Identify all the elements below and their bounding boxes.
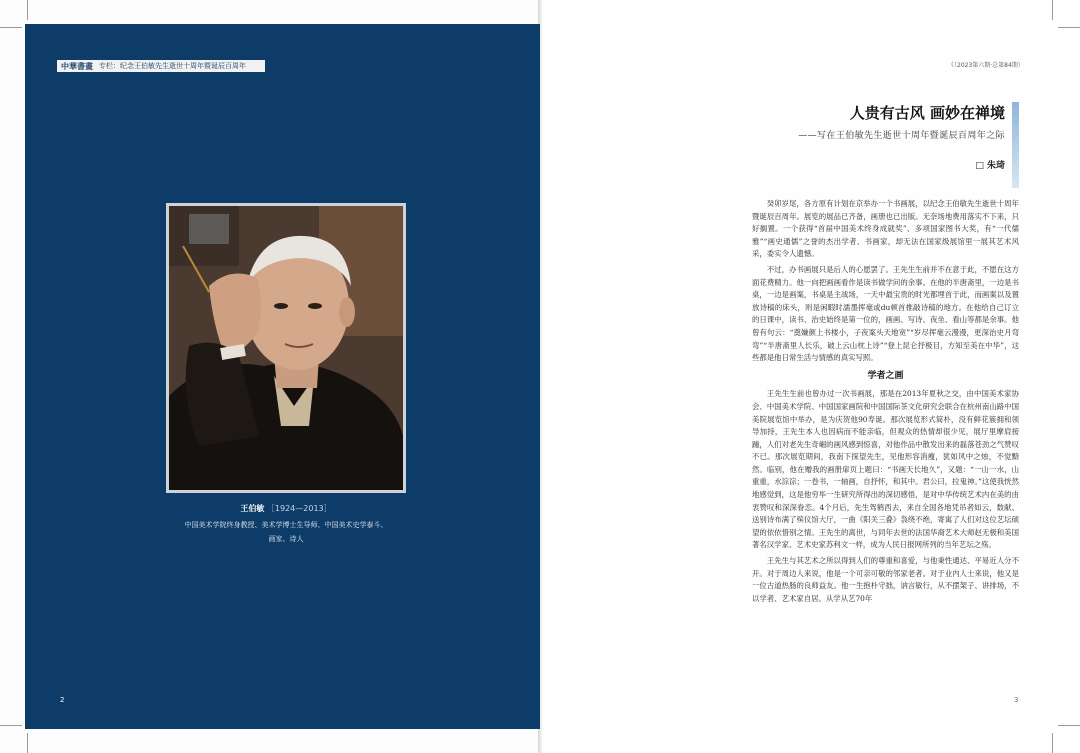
portrait-caption-description	[166, 518, 406, 546]
portrait-photo	[169, 206, 403, 490]
caption-description-line: 中国美术学院终身教授、美术学博士生导师、中国美术史学泰斗、	[184, 521, 388, 529]
article-body	[752, 198, 1019, 698]
article-title: 人贵有古风 画妙在禅境	[849, 104, 1005, 122]
portrait-illustration	[169, 206, 403, 490]
crop-mark	[0, 725, 22, 726]
page-number-right: 3	[1014, 696, 1019, 704]
crop-mark	[1058, 725, 1080, 726]
body-paragraph: 王先生生前也曾办过一次书画展，那是在2013年夏秋之交，由中国美术家协会、中国美术学院、中国国家画院和中国国际茶文化研究会联合在杭州南山路中国美院展览馆中举办，是为庆贺他90寿诞。那次展览形式简朴，没有鲜花簇拥和领导加持，王先生本人也因病而不能亲临，但观众的热情却很少见，展厅里摩肩接踵，人们对老先生奇崛的画风感到惊喜，对他作品中散发出来的磊落苍劲之气赞叹不已。那次展览期间，我南下探望先生，见他形容消瘦，犹如风中之烛，不觉黯然。临别，他在赠我的画册扉页上题曰：“书画天长地久”，又题：“一山一水，山重重，水淙淙；一卷书，一轴画，自抒怀，和其中。君公曰，拉鬼神。”这使我恍然地感觉到，这是他穷毕一生研究所得出的深切感悟，是对中华传统艺术内在美的由衷赞叹和深深眷恋。4个月后，先生驾鹤西去，来自全国各地凭吊者如云，数献、送别诗布满了殡仪馆大厅，一曲《阳关三叠》袅绕不绝，寄寓了人们对这位艺坛硕望的依依惜别之情。王先生的离世，与同年去世的法国华裔艺术大师赵无极和美国著名汉学家、艺术史家苏利文一样，成为人民日报网所列的当年艺坛之殇。	[752, 389, 1019, 550]
page-number-left: 2	[60, 696, 65, 704]
body-paragraph: 王先生与其艺术之所以得到人们的尊重和喜爱，与他秉性通达、平易近人分不开。对于周边人来说，他是一个可亲可敬的邻家老者。对于业内人士来说，他又是一位古道热肠的良师益友。他一生抱朴守拙，讷言敏行，从不摆架子、讲排场，不以学者、艺术家自居。从学从艺70年	[752, 556, 1019, 603]
caption-person-name: 王伯敏	[240, 504, 265, 513]
crop-mark	[27, 733, 28, 753]
caption-years: ［1924—2013］	[266, 504, 332, 513]
article-subtitle: ——写在王伯敏先生逝世十周年暨诞辰百周年之际	[798, 131, 1005, 141]
column-header-bar	[57, 60, 265, 72]
crop-mark	[27, 0, 28, 20]
crop-mark	[1052, 0, 1053, 20]
caption-description-line: 画家、诗人	[268, 535, 304, 543]
magazine-logo: 中華書畫	[61, 61, 93, 71]
body-paragraph: 癸卯岁尾，各方原有计划在京举办一个书画展，以纪念王伯敏先生逝世十周年暨诞辰百周年。展览的展品已齐备，画册也已出版。无奈场地费用落实不下来，只好搁置。一个获得“首届中国美术终身成就奖”、多项国家图书大奖，有“一代儒雅”“画史通儒”之誉的杰出学者、书画家，却无法在国家级展馆里一展其艺术风采，委实令人遗憾。	[752, 199, 1019, 259]
title-accent-bar	[1012, 102, 1019, 188]
portrait-photo-frame	[166, 203, 406, 493]
issue-label: 《（2023第六期·总第84期）	[948, 62, 1024, 69]
body-paragraph: 不过，办书画展只是后人的心愿罢了。王先生生前并不在意于此，不愿在这方面花费精力。他一向把画画看作是读书做学问的余事。在他的半唐斋里，一边是书桌，一边是画案，书桌是主战场，一天中最宝贵的时光都埋首于此，而画案以及置放诗稿的床头，则是闲暇时濡墨挥毫或du顿首推敲诗稿的地方。在他给自己订立的日课中，读书、治史始终是第一位的，画画、写诗、夜坐、看山等都是余事。他曾有句云：“奠嫌颜上书楼小，子夜案头天地宽”“岁尽挥毫云漫漫，更深治史月弯弯”“半唐斋里人长乐，破上云山枕上诗”“登上昆仑抒极目，方知至美在中华”，这些都是他日常生活与情感的真实写照。	[752, 264, 1019, 363]
author-name: 朱琦	[986, 161, 1005, 171]
column-header-text: 专栏：纪念王伯敏先生逝世十周年暨诞辰百周年	[99, 62, 246, 70]
crop-mark	[1052, 733, 1053, 753]
author-marker: □	[975, 161, 984, 171]
section-heading: 学者之画	[867, 370, 904, 381]
crop-mark	[1058, 27, 1080, 28]
crop-mark	[0, 27, 22, 28]
portrait-caption-name	[166, 503, 406, 514]
author-byline	[900, 158, 1005, 171]
